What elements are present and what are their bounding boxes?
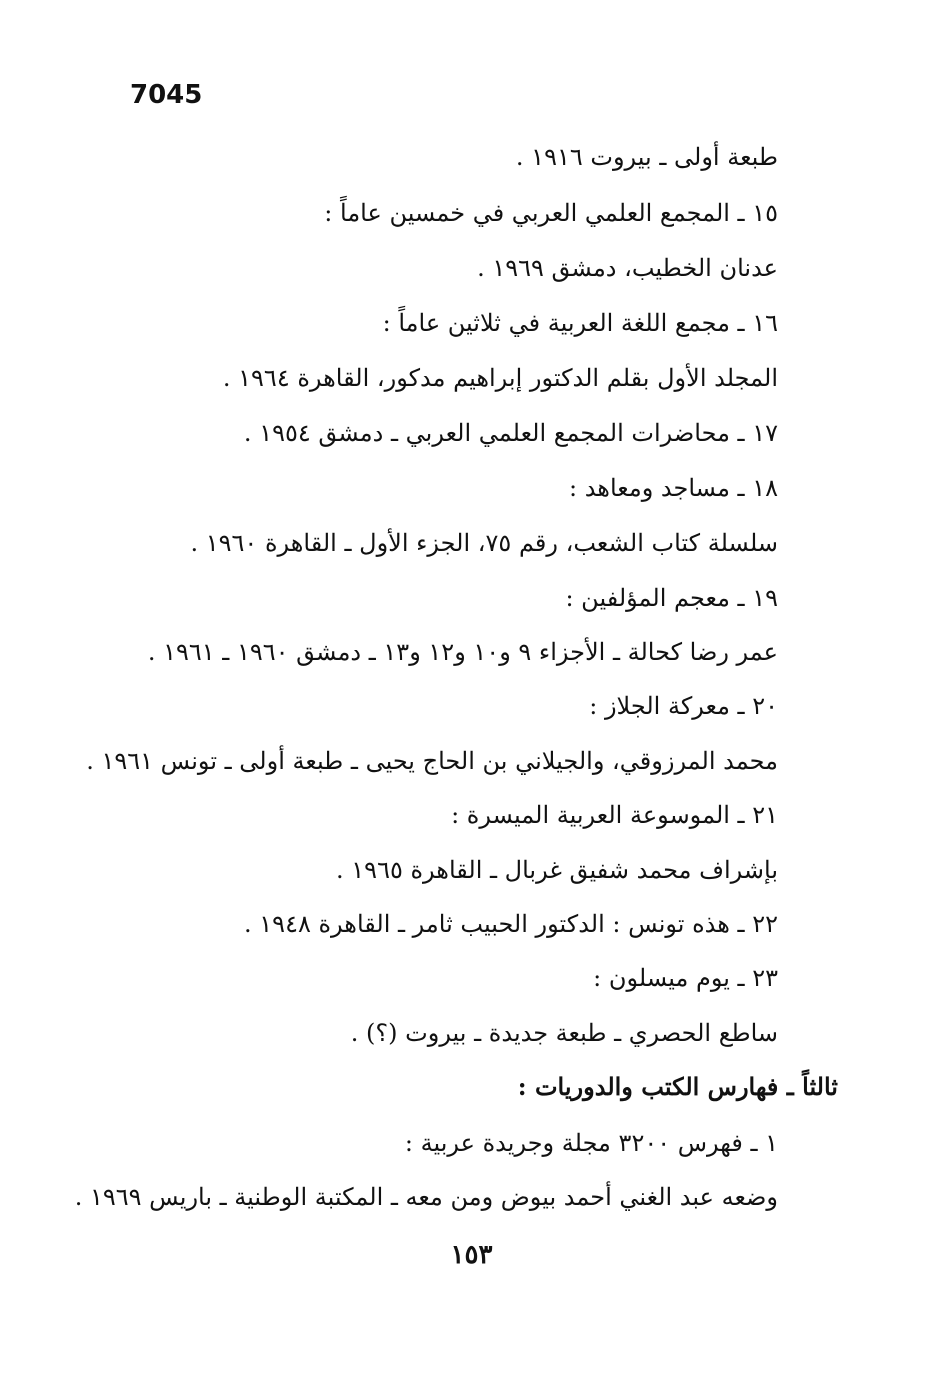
page-number: ١٥٣ [450,1240,493,1270]
bibliography-entry-title: ١٨ ـ مساجد ومعاهد : [568,474,778,502]
bibliography-entry-title: ٢٠ ـ معركة الجلاز : [589,692,778,720]
bibliography-line: عدنان الخطيب، دمشق ١٩٦٩ . [477,254,778,282]
bibliography-entry-title: ٢٢ ـ هذه تونس : الدكتور الحبيب ثامر ـ القاهرة ١٩٤٨ . [244,910,778,938]
bibliography-line: ساطع الحصري ـ طبعة جديدة ـ بيروت (؟) . [350,1019,778,1047]
bibliography-line: عمر رضا كحالة ـ الأجزاء ٩ و١٠ و١٢ و١٣ ـ دمشق ١٩٦٠ ـ ١٩٦١ . [147,638,778,666]
bibliography-line: محمد المرزوقي، والجيلاني بن الحاج يحيى ـ طبعة أولى ـ تونس ١٩٦١ . [86,747,778,775]
bibliography-entry-title: ١٧ ـ محاضرات المجمع العلمي العربي ـ دمشق ١٩٥٤ . [243,419,778,447]
bibliography-entry-title: ١٥ ـ المجمع العلمي العربي في خمسين عاماً : [324,199,778,227]
bibliography-line: سلسلة كتاب الشعب، رقم ٧٥، الجزء الأول ـ القاهرة ١٩٦٠ . [190,529,778,557]
bibliography-line: المجلد الأول بقلم الدكتور إبراهيم مدكور، القاهرة ١٩٦٤ . [222,364,778,392]
document-number: 7045 [130,80,203,110]
bibliography-entry-title: ١٦ ـ مجمع اللغة العربية في ثلاثين عاماً : [382,309,778,337]
bibliography-entry-title: ١ ـ فهرس ٣٢٠٠ مجلة وجريدة عربية : [404,1129,778,1157]
section-heading: ثالثاً ـ فهارس الكتب والدوريات : [517,1072,838,1101]
bibliography-entry-title: ١٩ ـ معجم المؤلفين : [565,584,778,612]
bibliography-entry-title: ٢٣ ـ يوم ميسلون : [593,964,778,992]
bibliography-line: بإشراف محمد شفيق غربال ـ القاهرة ١٩٦٥ . [336,856,778,884]
bibliography-entry-title: ٢١ ـ الموسوعة العربية الميسرة : [451,801,778,829]
bibliography-line: وضعه عبد الغني أحمد بيوض ومن معه ـ المكتبة الوطنية ـ باريس ١٩٦٩ . [74,1183,778,1211]
bibliography-line: طبعة أولى ـ بيروت ١٩١٦ . [515,143,778,171]
